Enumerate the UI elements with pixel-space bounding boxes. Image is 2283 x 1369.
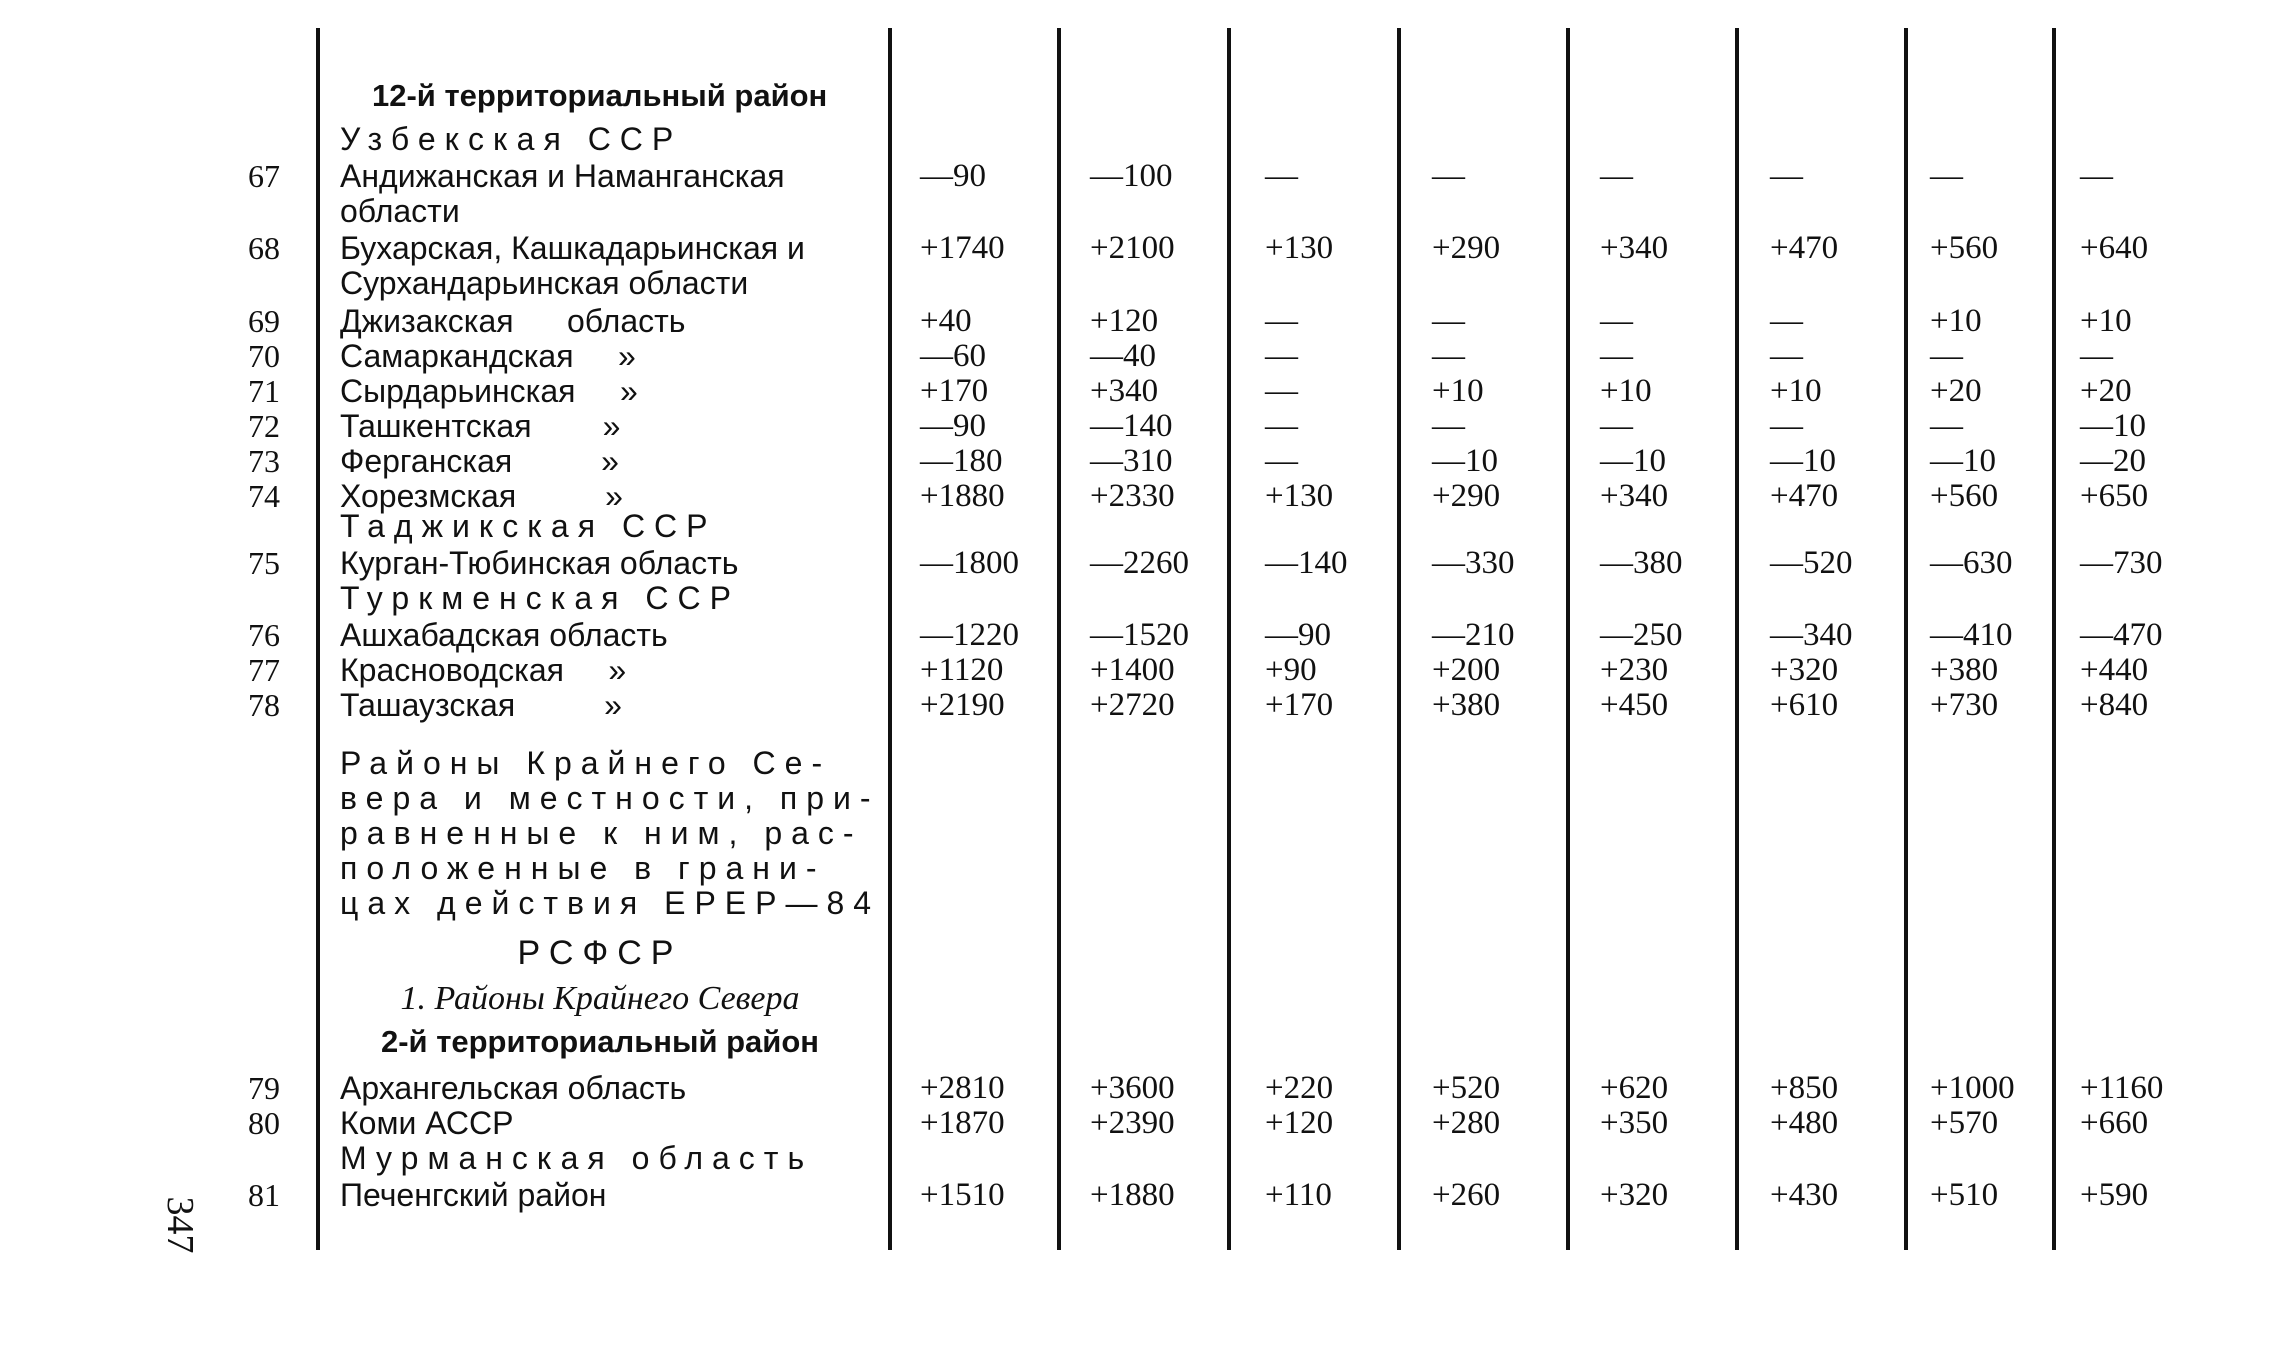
- row-value: +650: [2080, 478, 2149, 514]
- row-value: —470: [2080, 617, 2163, 653]
- row-value: +320: [1770, 652, 1839, 688]
- row-value: —340: [1770, 617, 1853, 653]
- row-value: —380: [1600, 545, 1683, 581]
- row-number: 75: [248, 545, 280, 581]
- row-name: Ашхабадская область: [340, 617, 668, 653]
- row-name: Сурхандарьинская области: [340, 265, 749, 301]
- row-value: +1510: [920, 1177, 1005, 1213]
- row-value: —730: [2080, 545, 2163, 581]
- row-name: Андижанская и Наманганская: [340, 158, 785, 194]
- row-value: +610: [1770, 687, 1839, 723]
- row-value: —210: [1432, 617, 1515, 653]
- row-value: +120: [1265, 1105, 1334, 1141]
- row-number: 79: [248, 1070, 280, 1106]
- row-value: —1220: [920, 617, 1019, 653]
- rule-col-6: [1735, 28, 1739, 1250]
- row-value: —1520: [1090, 617, 1189, 653]
- row-value: +340: [1600, 230, 1669, 266]
- row-value: —180: [920, 443, 1003, 479]
- row-value: —90: [1265, 617, 1331, 653]
- row-value: +3600: [1090, 1070, 1175, 1106]
- row-value: —10: [1930, 443, 1996, 479]
- row-value: +510: [1930, 1177, 1999, 1213]
- row-name: Бухарская, Кашкадарьинская и: [340, 230, 805, 266]
- district-2-heading: 2-й территориальный район: [380, 1024, 820, 1059]
- row-value: —310: [1090, 443, 1173, 479]
- row-value: —: [1265, 373, 1298, 409]
- row-value: —250: [1600, 617, 1683, 653]
- row-value: —10: [2080, 408, 2146, 444]
- row-value: +200: [1432, 652, 1501, 688]
- row-value: +660: [2080, 1105, 2149, 1141]
- row-value: +290: [1432, 478, 1501, 514]
- row-number: 80: [248, 1105, 280, 1141]
- row-name: Коми АССР: [340, 1105, 514, 1141]
- row-number: 81: [248, 1177, 280, 1213]
- row-value: +20: [2080, 373, 2132, 409]
- tajik-ssr-heading: Таджикская ССР: [340, 508, 717, 544]
- row-number: 78: [248, 687, 280, 723]
- row-value: +840: [2080, 687, 2149, 723]
- row-value: —: [1600, 158, 1633, 194]
- row-value: +130: [1265, 478, 1334, 514]
- row-value: —100: [1090, 158, 1173, 194]
- row-value: —10: [1432, 443, 1498, 479]
- row-value: —: [1265, 408, 1298, 444]
- row-value: —: [2080, 338, 2113, 374]
- row-value: —: [1770, 338, 1803, 374]
- murmansk-heading: Мурманская область: [340, 1140, 814, 1176]
- row-number: 70: [248, 338, 280, 374]
- row-value: —: [1432, 303, 1465, 339]
- row-name: Ферганская »: [340, 443, 619, 479]
- row-value: +170: [920, 373, 989, 409]
- rule-col-8: [2052, 28, 2056, 1250]
- row-value: +1880: [1090, 1177, 1175, 1213]
- row-value: +20: [1930, 373, 1982, 409]
- row-name: Курган-Тюбинская область: [340, 545, 739, 581]
- row-value: +1000: [1930, 1070, 2015, 1106]
- row-value: +2390: [1090, 1105, 1175, 1141]
- row-value: —330: [1432, 545, 1515, 581]
- row-value: +620: [1600, 1070, 1669, 1106]
- rule-col-5: [1566, 28, 1570, 1250]
- row-number: 77: [248, 652, 280, 688]
- row-value: —140: [1265, 545, 1348, 581]
- row-name: Ташкентская »: [340, 408, 621, 444]
- row-value: +640: [2080, 230, 2149, 266]
- row-number: 73: [248, 443, 280, 479]
- row-value: +1870: [920, 1105, 1005, 1141]
- far-north-line-1: Районы Крайнего Се-: [340, 745, 832, 781]
- row-name: Сырдарьинская »: [340, 373, 638, 409]
- row-value: +2720: [1090, 687, 1175, 723]
- row-value: +2100: [1090, 230, 1175, 266]
- row-value: +350: [1600, 1105, 1669, 1141]
- row-value: +40: [920, 303, 972, 339]
- far-north-subheading: 1. Районы Крайнего Севера: [400, 980, 800, 1017]
- row-value: —: [1770, 303, 1803, 339]
- row-value: —2260: [1090, 545, 1189, 581]
- row-value: +560: [1930, 230, 1999, 266]
- row-value: —: [1930, 338, 1963, 374]
- row-value: —: [1600, 303, 1633, 339]
- row-value: +1160: [2080, 1070, 2164, 1106]
- row-value: —: [1930, 158, 1963, 194]
- row-value: +470: [1770, 230, 1839, 266]
- row-value: —: [1265, 303, 1298, 339]
- row-name: Джизакская область: [340, 303, 686, 339]
- far-north-line-2: вера и местности, при-: [340, 780, 880, 816]
- row-value: —: [1930, 408, 1963, 444]
- page-number: 347: [159, 1196, 201, 1254]
- far-north-line-4: положенные в грани-: [340, 850, 826, 886]
- row-value: +1120: [920, 652, 1004, 688]
- row-name: Самаркандская »: [340, 338, 636, 374]
- row-value: +430: [1770, 1177, 1839, 1213]
- rule-left: [316, 28, 320, 1250]
- row-value: +340: [1600, 478, 1669, 514]
- row-value: +520: [1432, 1070, 1501, 1106]
- row-value: —: [1600, 338, 1633, 374]
- row-value: +340: [1090, 373, 1159, 409]
- district-12-heading: 12-й территориальный район: [372, 78, 828, 113]
- row-value: +220: [1265, 1070, 1334, 1106]
- row-value: —: [2080, 158, 2113, 194]
- row-value: +730: [1930, 687, 1999, 723]
- row-value: —: [1600, 408, 1633, 444]
- row-value: +230: [1600, 652, 1669, 688]
- row-value: +850: [1770, 1070, 1839, 1106]
- row-value: +170: [1265, 687, 1334, 723]
- row-number: 69: [248, 303, 280, 339]
- row-value: —: [1265, 158, 1298, 194]
- row-value: +2810: [920, 1070, 1005, 1106]
- row-value: +570: [1930, 1105, 1999, 1141]
- row-value: —140: [1090, 408, 1173, 444]
- row-number: 74: [248, 478, 280, 514]
- uzbek-ssr-heading: Узбекская ССР: [340, 121, 683, 157]
- row-value: —: [1265, 443, 1298, 479]
- row-value: —20: [2080, 443, 2146, 479]
- far-north-line-3: равненные к ним, рас-: [340, 815, 863, 851]
- rule-col-1: [888, 28, 892, 1250]
- rule-col-4: [1397, 28, 1401, 1250]
- row-value: —: [1265, 338, 1298, 374]
- row-value: +380: [1930, 652, 1999, 688]
- rsfsr-heading: РСФСР: [517, 934, 683, 972]
- row-value: —520: [1770, 545, 1853, 581]
- row-name: области: [340, 193, 460, 229]
- row-value: —1800: [920, 545, 1019, 581]
- row-value: —10: [1600, 443, 1666, 479]
- row-value: +590: [2080, 1177, 2149, 1213]
- row-value: +450: [1600, 687, 1669, 723]
- row-value: +10: [1600, 373, 1652, 409]
- row-value: +380: [1432, 687, 1501, 723]
- row-value: +1740: [920, 230, 1005, 266]
- row-number: 72: [248, 408, 280, 444]
- row-value: +280: [1432, 1105, 1501, 1141]
- row-name: Красноводская »: [340, 652, 627, 688]
- row-value: +480: [1770, 1105, 1839, 1141]
- row-value: +1880: [920, 478, 1005, 514]
- row-value: —: [1770, 158, 1803, 194]
- row-number: 71: [248, 373, 280, 409]
- row-value: —90: [920, 408, 986, 444]
- row-value: —: [1432, 338, 1465, 374]
- row-value: +440: [2080, 652, 2149, 688]
- row-value: +120: [1090, 303, 1159, 339]
- rule-col-3: [1227, 28, 1231, 1250]
- row-number: 68: [248, 230, 280, 266]
- row-name: Печенгский район: [340, 1177, 607, 1213]
- row-name: Ташаузская »: [340, 687, 622, 723]
- row-value: —: [1432, 158, 1465, 194]
- row-value: —410: [1930, 617, 2013, 653]
- row-value: +110: [1265, 1177, 1332, 1213]
- row-value: +10: [1432, 373, 1484, 409]
- row-value: +10: [1770, 373, 1822, 409]
- row-value: —40: [1090, 338, 1156, 374]
- row-name: Архангельская область: [340, 1070, 687, 1106]
- row-value: +470: [1770, 478, 1839, 514]
- row-value: —: [1432, 408, 1465, 444]
- row-value: —: [1770, 408, 1803, 444]
- row-name: Хорезмская »: [340, 478, 623, 514]
- row-value: +10: [1930, 303, 1982, 339]
- row-value: —60: [920, 338, 986, 374]
- row-value: +290: [1432, 230, 1501, 266]
- rule-col-2: [1057, 28, 1061, 1250]
- row-value: +260: [1432, 1177, 1501, 1213]
- row-value: +2190: [920, 687, 1005, 723]
- row-value: +10: [2080, 303, 2132, 339]
- row-value: —90: [920, 158, 986, 194]
- row-number: 76: [248, 617, 280, 653]
- row-value: +130: [1265, 230, 1334, 266]
- rule-col-7: [1904, 28, 1908, 1250]
- far-north-line-5: цах действия ЕРЕР—84: [340, 885, 881, 921]
- row-value: +90: [1265, 652, 1317, 688]
- row-number: 67: [248, 158, 280, 194]
- turkmen-ssr-heading: Туркменская ССР: [340, 580, 740, 616]
- row-value: +1400: [1090, 652, 1175, 688]
- row-value: —10: [1770, 443, 1836, 479]
- row-value: +560: [1930, 478, 1999, 514]
- row-value: +2330: [1090, 478, 1175, 514]
- row-value: +320: [1600, 1177, 1669, 1213]
- row-value: —630: [1930, 545, 2013, 581]
